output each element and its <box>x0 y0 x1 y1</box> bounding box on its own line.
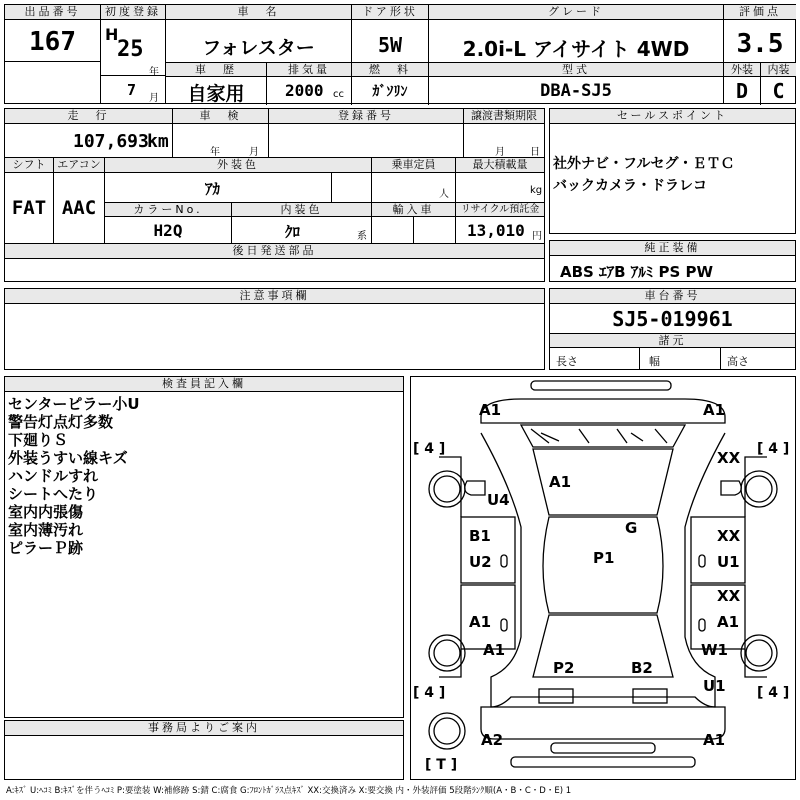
capacity-label: 乗車定員 <box>372 158 455 173</box>
history: 自家用 <box>187 83 245 105</box>
history-label: 車 歴 <box>166 63 266 77</box>
fuel: ｶﾞｿﾘﾝ <box>372 84 408 100</box>
inspector-line: センターピラー小U <box>8 395 140 413</box>
damage-mark: G <box>625 519 638 537</box>
mileage: 107,693 <box>73 131 149 152</box>
ext-color: ｱｶ <box>205 180 221 198</box>
capacity-unit: 人 <box>439 189 449 200</box>
recycle-label: リサイクル預託金 <box>456 203 544 217</box>
model: DBA-SJ5 <box>540 81 612 101</box>
notes-section <box>4 288 545 370</box>
interior-label: 内装 <box>761 63 796 77</box>
import-label: 輸入車 <box>372 203 455 217</box>
damage-mark: B1 <box>469 527 491 545</box>
mileage-label: 走 行 <box>5 109 172 124</box>
shift: FAT <box>11 197 47 219</box>
later-parts-label: 後日発送部品 <box>5 244 544 259</box>
displacement: 2000 <box>285 81 324 100</box>
int-color-unit: 系 <box>357 231 367 242</box>
damage-mark: A1 <box>469 613 492 631</box>
reg-month: 7 <box>127 81 137 99</box>
damage-mark: U1 <box>717 553 740 571</box>
ext-color-label: 外装色 <box>105 158 371 173</box>
inspector-notes <box>8 395 140 557</box>
tire-label: [ 4 ] <box>757 685 790 701</box>
office-label: 事務局よりご案内 <box>5 721 403 736</box>
damage-mark: A1 <box>549 473 572 491</box>
width-label: 幅 <box>649 355 660 368</box>
damage-mark: A1 <box>703 731 726 749</box>
height-label: 高さ <box>727 355 749 368</box>
tire-label: [ 4 ] <box>413 685 446 701</box>
damage-mark: XX <box>717 527 741 545</box>
damage-mark: P1 <box>593 549 615 567</box>
damage-mark: B2 <box>631 659 653 677</box>
damage-mark: P2 <box>553 659 575 677</box>
chassis-number: SJ5-019961 <box>612 307 733 331</box>
reg-year: 25 <box>117 37 144 62</box>
inspector-line: ハンドルすれ <box>8 467 99 485</box>
damage-mark: XX <box>717 587 741 605</box>
sales-point-section <box>549 108 796 234</box>
lot-number-label: 出品番号 <box>5 5 100 20</box>
inspector-line: 室内内張傷 <box>8 503 84 521</box>
transfer-month-unit: 月 <box>495 147 505 158</box>
first-reg-label: 初度登録 <box>101 5 165 20</box>
chassis-label: 車台番号 <box>550 289 795 304</box>
damage-mark: U2 <box>469 553 492 571</box>
sales-point-line1: 社外ナビ・フルセグ・ＥＴＣ <box>553 156 735 172</box>
exterior-label: 外装 <box>724 63 760 77</box>
int-color: ｸﾛ <box>285 223 301 241</box>
score: 3.5 <box>736 29 784 59</box>
shift-label: シフト <box>5 158 53 173</box>
mileage-unit: km <box>147 131 169 152</box>
reg-month-unit: 月 <box>149 93 159 104</box>
equipment-section <box>549 240 796 282</box>
damage-mark: A1 <box>479 401 502 419</box>
spec-label: 諸元 <box>550 334 795 348</box>
recycle-unit: 円 <box>532 231 542 242</box>
inspector-line: 室内薄汚れ <box>8 521 84 539</box>
int-color-label: 内装色 <box>232 203 371 217</box>
inspector-line: ピラーＰ跡 <box>8 539 84 557</box>
transfer-day-unit: 日 <box>530 147 540 158</box>
sales-point-line2: バックカメラ・ドラレコ <box>553 178 707 194</box>
tire-label: [ T ] <box>425 757 458 773</box>
ac: AAC <box>61 197 97 219</box>
inspector-label: 検査員記入欄 <box>5 377 403 392</box>
equipment-items: ABS ｴｱB ｱﾙﾐ PS PW <box>560 263 714 281</box>
displacement-unit: cc <box>333 89 344 100</box>
lot-number: 167 <box>29 27 76 57</box>
insp-month-unit: 月 <box>249 147 259 158</box>
inspector-line: 外装うすい線キズ <box>8 449 128 467</box>
damage-mark: A2 <box>481 731 504 749</box>
damage-mark: A1 <box>717 613 740 631</box>
damage-mark: W1 <box>701 641 728 659</box>
grade: 2.0i-L アイサイト 4WD <box>462 37 690 61</box>
car-outline-drawing <box>411 377 795 779</box>
tire-label: [ 4 ] <box>757 441 790 457</box>
fuel-label: 燃 料 <box>352 63 428 77</box>
era: H <box>105 25 119 44</box>
interior-score: C <box>772 79 785 103</box>
chassis-section <box>549 288 796 370</box>
color-no: H2Q <box>153 221 183 240</box>
inspector-line: シートへたり <box>8 485 99 503</box>
score-label: 評価点 <box>724 5 796 20</box>
door-label: ドア形状 <box>352 5 428 20</box>
grade-label: グレード <box>429 5 723 20</box>
model-label: 型式 <box>429 63 723 77</box>
car-name-label: 車 名 <box>166 5 351 20</box>
inspector-section <box>4 376 404 718</box>
equipment-label: 純正装備 <box>550 241 795 256</box>
inspector-line: 警告灯点灯多数 <box>8 413 114 431</box>
load-label: 最大積載量 <box>456 158 544 173</box>
legend: A:ｷｽﾞ U:ﾍｺﾐ B:ｷｽﾞを伴うﾍｺﾐ P:要塗装 W:補修跡 S:錆 C:腐食 G:ﾌﾛﾝﾄｶﾞﾗｽ点ｷｽﾞ XX:交換済み X:要交換 内・外装評価 5段階ﾗﾝｸ順(A・B・C・D・E) 1 <box>6 786 572 796</box>
inspection-label: 車 検 <box>173 109 268 124</box>
damage-mark: A1 <box>483 641 506 659</box>
notes-label: 注意事項欄 <box>5 289 544 304</box>
exterior-score: D <box>735 79 749 103</box>
inspector-line: 下廻りＳ <box>8 431 69 449</box>
sales-point-label: セールスポイント <box>550 109 795 124</box>
transfer-label: 譲渡書類期限 <box>464 109 544 124</box>
color-no-label: カラーNo. <box>105 203 231 217</box>
load-unit: kg <box>530 185 543 196</box>
displacement-label: 排気量 <box>267 63 351 77</box>
recycle-fee: 13,010 <box>467 221 525 240</box>
tire-label: [ 4 ] <box>413 441 446 457</box>
car-name: フォレスター <box>202 37 315 59</box>
car-diagram <box>410 376 796 780</box>
reg-no-label: 登録番号 <box>269 109 463 124</box>
insp-year-unit: 年 <box>210 147 220 158</box>
ac-label: エアコン <box>54 158 104 173</box>
office-section <box>4 720 404 780</box>
damage-mark: U4 <box>487 491 510 509</box>
top-section <box>4 4 796 104</box>
door-type: 5W <box>377 33 403 57</box>
reg-year-unit: 年 <box>149 67 159 78</box>
damage-mark: A1 <box>703 401 726 419</box>
length-label: 長さ <box>556 355 578 368</box>
damage-mark: U1 <box>703 677 726 695</box>
damage-mark: XX <box>717 449 741 467</box>
vehicle-info-section <box>4 108 545 282</box>
